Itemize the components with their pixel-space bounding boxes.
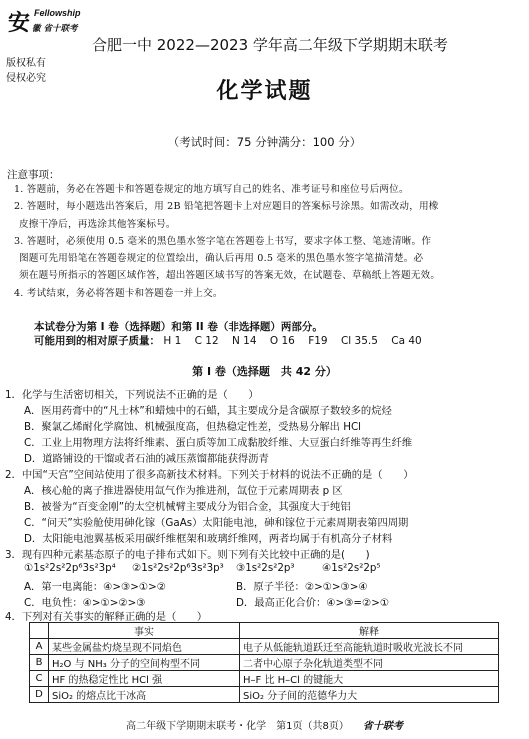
q4-facts-table	[29, 622, 499, 703]
notes-list	[14, 181, 524, 302]
logo-mark: 安	[8, 10, 30, 36]
row-fact: HF 的热稳定性比 HCl 强	[49, 671, 240, 687]
atomic-masses-label: 可能用到的相对原子质量：	[34, 335, 160, 347]
q3-option-a: A．第一电离能：④>③>①>②	[24, 581, 166, 593]
row-label: C	[30, 671, 49, 687]
row-fact: 某些金属盐灼烧呈现不同焰色	[49, 639, 240, 655]
footer-brand: 省十联考	[362, 721, 403, 732]
q1-option-a: A．医用药膏中的“凡士林”和蜡烛中的石蜡，其主要成分是含碳原子数较多的烷烃	[24, 405, 392, 417]
subject-title: 化学试题	[216, 79, 313, 104]
copyright-line-2: 侵权必究	[6, 73, 46, 84]
q3-config-1: ①1s²2s²2p⁶3s²3p⁴	[24, 562, 116, 574]
table-row	[30, 687, 499, 703]
row-label: A	[30, 639, 49, 655]
table-row	[30, 639, 499, 655]
q3-option-d: D．最高正化合价：④>③=②>①	[236, 597, 390, 609]
q3-stem: 3．现有四种元素基态原子的电子排布式如下。则下列有关比较中正确的是( )	[5, 549, 370, 561]
q2-option-a: A．核心舱的离子推进器使用氙气作为推进剂，氙位于元素周期表 p 区	[24, 485, 343, 497]
row-fact: SiO₂ 的熔点比干冰高	[49, 687, 240, 703]
part-1-title: 第 I 卷（选择题 共 42 分）	[192, 365, 337, 378]
table-header-explanation: 解释	[240, 623, 499, 639]
note-4: 4. 考试结束，务必将答题卡和答题卷一并上交。	[14, 287, 223, 299]
q2-option-b: B．被誉为“百变金刚”的太空机械臂主要成分为铝合金，其强度大于纯铝	[24, 501, 351, 513]
paper-scope: 本试卷分为第 I 卷（选择题）和第 II 卷（非选择题）两部分。	[34, 321, 323, 333]
row-fact: H₂O 与 NH₃ 分子的空间构型不同	[49, 655, 240, 671]
q1-option-c: C．工业上用物理方法将纤维素、蛋白质等加工成黏胶纤维、大豆蛋白纤维等再生纤维	[24, 437, 413, 449]
note-1: 1. 答题前，务必在答题卡和答题卷规定的地方填写自己的姓名、准考证号和座位号后两位。	[14, 184, 409, 195]
fellowship-logo	[8, 6, 80, 40]
q3-config-4: ④1s²2s²2p⁵	[322, 562, 381, 574]
row-explanation: SiO₂ 分子间的范德华力大	[240, 687, 499, 703]
copyright-line-1: 版权私有	[6, 58, 46, 69]
row-explanation: H–F 比 H–Cl 的键能大	[240, 671, 499, 687]
page-footer	[0, 717, 529, 732]
table-header-row	[30, 623, 499, 639]
q2-option-d: D．太阳能电池翼基板采用碳纤维框架和玻璃纤维网，两者均属于有机高分子材料	[24, 533, 393, 545]
atomic-masses	[34, 333, 422, 348]
q1-option-b: B．聚氯乙烯耐化学腐蚀、机械强度高，但热稳定性差，受热易分解出 HCl	[24, 421, 362, 433]
atomic-masses-values: H 1 C 12 N 14 O 16 F19 Cl 35.5 Ca 40	[163, 335, 422, 347]
q1-option-d: D．道路铺设的干馏或者石油的减压蒸馏都能获得沥青	[24, 453, 269, 465]
row-label: D	[30, 687, 49, 703]
table-row	[30, 655, 499, 671]
q3-config-3: ③1s²2s²2p³	[236, 562, 295, 574]
table-header-blank	[30, 623, 49, 639]
q2-stem: 2．中国“天宫”空间站使用了很多高新技术材料。下列关于材料的说法不正确的是（ ）	[5, 469, 414, 481]
row-label: B	[30, 655, 49, 671]
logo-subtitle: 徽 省十联考	[32, 24, 78, 34]
q3-config-2: ②1s²2s²2p⁶3s²3p³	[132, 562, 224, 574]
table-header-fact: 事实	[49, 623, 240, 639]
q1-stem: 1．化学与生活密切相关，下列说法不正确的是（ ）	[5, 389, 259, 401]
q3-option-c: C．电负性：④>①>②>③	[24, 597, 146, 609]
q3-option-b: B．原子半径：②>①>③>④	[236, 581, 368, 593]
note-2: 2. 答题时，每小题选出答案后，用 2B 铅笔把答题卡上对应题目的答案标号涂黑。如需改动，用橡	[14, 201, 439, 213]
notes-heading: 注意事项：	[7, 169, 60, 181]
note-3: 3. 答题时，必须使用 0.5 毫米的黑色墨水签字笔在答题卷上书写，要求字体工整、笔迹清晰。作	[14, 235, 432, 247]
table-row	[30, 671, 499, 687]
note-2-cont: 皮擦干净后，再选涂其他答案标号。	[19, 218, 176, 230]
exam-title: 合肥一中 2022—2023 学年高二年级下学期期末联考	[92, 36, 448, 54]
q4-stem: 4．下列对有关事实的解释正确的是（ ）	[5, 611, 208, 623]
q2-option-c: C．“问天”实验舱使用砷化镓（GaAs）太阳能电池，砷和镓位于元素周期表第四周期	[24, 517, 409, 529]
exam-info: （考试时间：75 分钟满分：100 分）	[167, 135, 362, 149]
note-3-cont-2: 须在题号所指示的答题区域作答，超出答题区域书写的答案无效，在试题卷、草稿纸上答题无效。	[19, 270, 441, 282]
row-explanation: 电子从低能轨道跃迁至高能轨道时吸收光波长不同	[240, 639, 499, 655]
logo-brand: Fellowship	[34, 8, 81, 18]
row-explanation: 二者中心原子杂化轨道类型不同	[240, 655, 499, 671]
footer-text: 高二年级下学期期末联考・化学 第1页（共8页）	[126, 721, 349, 732]
note-3-cont-1: 图题可先用铅笔在答题卷规定的位置绘出，确认后再用 0.5 毫米的黑色墨水签字笔描清楚。必	[19, 253, 424, 265]
